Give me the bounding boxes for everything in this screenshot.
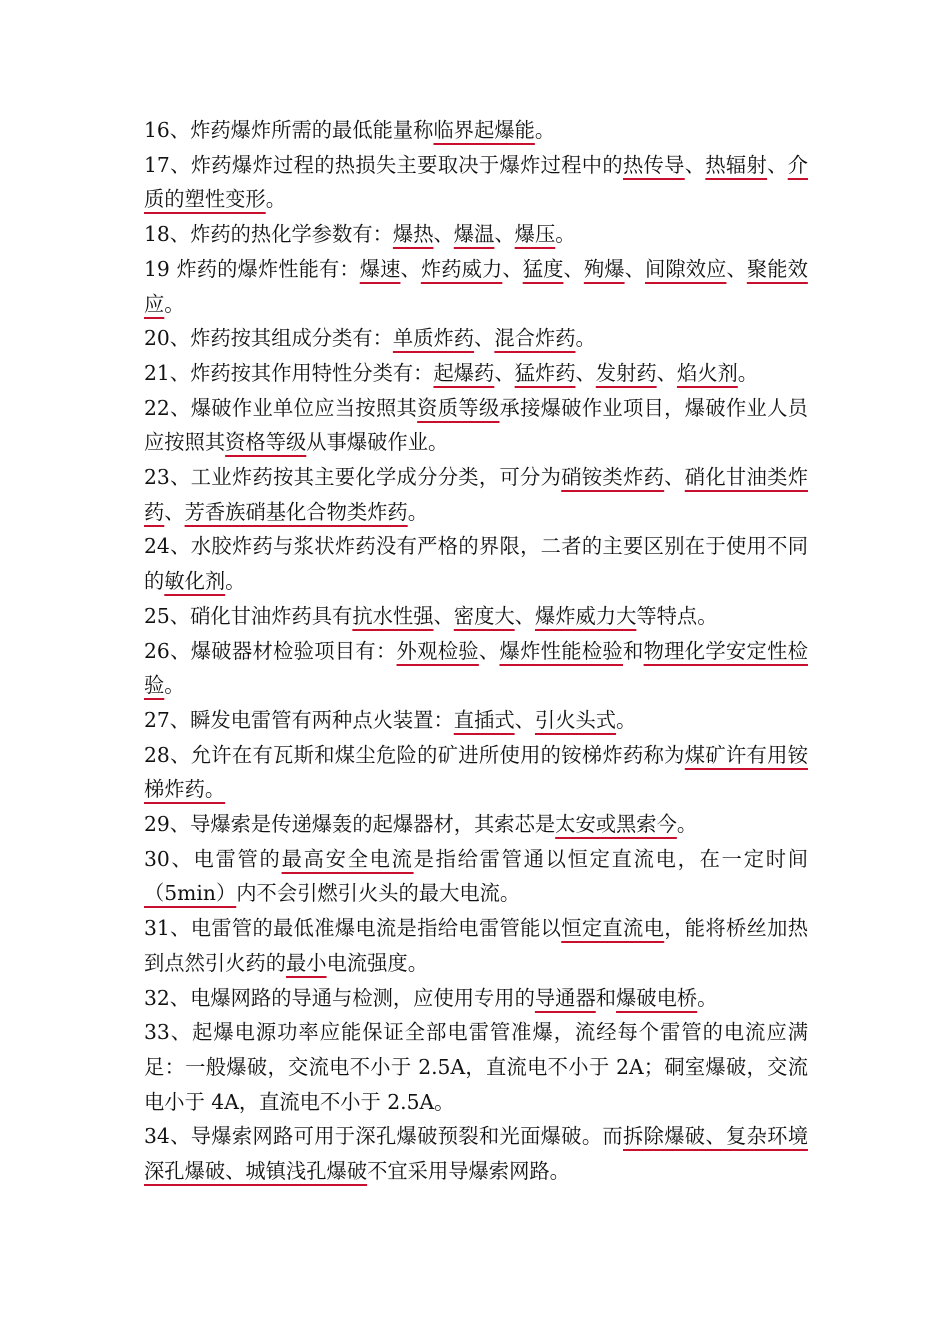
answer-underline: 聚能效应 xyxy=(144,256,808,316)
item-text: 、 xyxy=(433,222,454,247)
item-text: 和 xyxy=(623,638,644,663)
item-text: 等特点。 xyxy=(636,603,718,628)
answer-underline: 热传导 xyxy=(622,152,685,177)
item-text: 19 炸药的爆炸性能有： xyxy=(144,256,360,281)
qa-item xyxy=(144,321,808,356)
answer-underline: 混合炸药 xyxy=(494,326,576,351)
item-text: 。 xyxy=(616,707,637,732)
item-text: 。 xyxy=(407,499,428,524)
item-text: 。 xyxy=(575,326,596,351)
answer-underline: 介质的塑性变形 xyxy=(144,152,808,212)
qa-item xyxy=(144,807,808,842)
item-text: 、 xyxy=(514,707,535,732)
answer-underline: 引火头式 xyxy=(534,707,617,732)
item-text: 、 xyxy=(664,465,685,490)
qa-item xyxy=(144,634,808,703)
qa-item xyxy=(144,148,808,217)
item-text: 。 xyxy=(676,812,698,837)
item-text: 、 xyxy=(502,256,523,281)
item-text: 承接爆破作业项目，爆破作业人员应按照其 xyxy=(144,395,808,455)
qa-item xyxy=(144,1015,808,1119)
answer-underline: 爆炸性能检验 xyxy=(499,638,623,663)
answer-underline: 爆速 xyxy=(359,256,401,281)
item-text: 、 xyxy=(478,638,500,663)
item-text: 29、导爆索是传递爆轰的起爆器材，其索芯是 xyxy=(144,812,556,837)
item-text: 20、炸药按其组成分类有： xyxy=(144,326,393,351)
item-text: 28、允许在有瓦斯和煤尘危险的矿进所使用的铵梯炸药称为 xyxy=(144,742,685,767)
answer-underline: 爆热 xyxy=(392,222,434,247)
answer-underline: 爆破电桥 xyxy=(616,985,698,1010)
answer-underline: 直插式 xyxy=(453,707,515,732)
answer-underline: 殉爆 xyxy=(583,256,625,281)
document-body xyxy=(144,113,808,1189)
answer-underline: 资质等级 xyxy=(417,395,500,420)
answer-underline: 炸药威力 xyxy=(420,256,503,281)
item-text: 、 xyxy=(400,256,421,281)
answer-underline: 爆炸威力大 xyxy=(534,603,637,628)
qa-item xyxy=(144,391,808,460)
item-text: ，能将桥丝加热到点然引火药的 xyxy=(144,916,808,975)
item-text: 26、爆破器材检验项目有： xyxy=(144,638,397,663)
answer-underline: （5min） xyxy=(144,881,237,906)
answer-underline: 外观检验 xyxy=(396,638,479,663)
qa-item xyxy=(144,252,808,321)
qa-item xyxy=(144,911,808,980)
answer-underline: 芳香族硝基化合物类炸药 xyxy=(184,499,408,524)
answer-underline: 恒定直流电 xyxy=(561,916,665,941)
item-text: 30、电雷管的 xyxy=(144,846,282,871)
item-text: 24、水胶炸药与浆状炸药没有严格的界限，二者的主要区别在于使用不同的 xyxy=(144,534,808,594)
item-text: 25、硝化甘油炸药具有 xyxy=(144,603,353,628)
item-text: 22、爆破作业单位应当按照其 xyxy=(144,395,418,420)
item-text: 。 xyxy=(164,673,185,698)
answer-underline: 敏化剂 xyxy=(164,569,226,594)
item-text: 。 xyxy=(265,187,286,212)
answer-underline: 猛度 xyxy=(522,256,564,281)
item-text: 34、导爆索网路可用于深孔爆破预裂和光面爆破。而 xyxy=(144,1124,624,1149)
answer-underline: 硝化甘油类炸药 xyxy=(144,465,808,524)
item-text: 31、电雷管的最低准爆电流是指给电雷管能以 xyxy=(144,916,562,941)
item-text: 、 xyxy=(767,152,788,177)
answer-underline: 物理化学安定性检验 xyxy=(144,638,808,698)
answer-underline: 焰火剂 xyxy=(676,360,738,385)
qa-item xyxy=(144,1119,808,1188)
item-text: 。 xyxy=(534,118,556,142)
answer-underline: 密度大 xyxy=(453,603,515,628)
answer-underline: 间隙效应 xyxy=(644,256,727,281)
item-text: 、 xyxy=(494,222,515,247)
answer-underline: 导通器 xyxy=(534,985,596,1010)
item-text: 。 xyxy=(697,985,718,1010)
qa-item xyxy=(144,842,808,911)
answer-underline: 临界起爆能 xyxy=(433,118,535,142)
item-text: 和 xyxy=(595,985,617,1010)
item-text: 、 xyxy=(656,360,677,385)
item-text: 。 xyxy=(555,222,576,247)
item-text: 、 xyxy=(514,603,535,628)
answer-underline: 爆温 xyxy=(453,222,495,247)
answer-underline: 单质炸药 xyxy=(392,326,475,351)
qa-item xyxy=(144,529,808,598)
qa-item xyxy=(144,703,808,738)
answer-underline: 资格等级 xyxy=(225,430,307,455)
item-text: 16、炸药爆炸所需的最低能量称 xyxy=(144,118,434,142)
item-text: 是指给雷管通以恒定直流电，在一定时间 xyxy=(413,846,808,871)
item-text: 、 xyxy=(474,326,495,351)
item-text: 内不会引燃引火头的最大电流。 xyxy=(236,881,521,906)
item-text: 、 xyxy=(684,152,706,177)
qa-item xyxy=(144,738,808,807)
answer-underline: 最高安全电流 xyxy=(281,846,414,871)
qa-item xyxy=(144,217,808,252)
item-text: 17、炸药爆炸过程的热损失主要取决于爆炸过程中的 xyxy=(144,152,623,177)
qa-item xyxy=(144,981,808,1016)
answer-underline: 太安或黑索今 xyxy=(555,812,677,837)
item-text: 23、工业炸药按其主要化学成分分类，可分为 xyxy=(144,465,562,490)
item-text: 、 xyxy=(164,499,185,524)
answer-underline: 煤矿许有用铵梯炸药。 xyxy=(144,742,808,802)
item-text: 、 xyxy=(433,603,454,628)
qa-item xyxy=(144,356,808,391)
answer-underline: 热辐射 xyxy=(705,152,768,177)
item-text: 。 xyxy=(737,360,759,385)
item-text: 。 xyxy=(164,291,185,316)
item-text: 不宜采用导爆索网路。 xyxy=(367,1159,570,1184)
item-text: 、 xyxy=(575,360,596,385)
answer-underline: 拆除爆破、复杂环境深孔爆破、城镇浅孔爆破 xyxy=(144,1124,808,1184)
item-text: 电流强度。 xyxy=(326,950,428,975)
answer-underline: 抗水性强 xyxy=(352,603,434,628)
item-text: 、 xyxy=(726,256,747,281)
item-text: 21、炸药按其作用特性分类有： xyxy=(144,360,434,385)
qa-item xyxy=(144,460,808,529)
item-text: 27、瞬发电雷管有两种点火装置： xyxy=(144,707,454,732)
answer-underline: 发射药 xyxy=(595,360,657,385)
answer-underline: 起爆药 xyxy=(433,360,495,385)
item-text: 。 xyxy=(225,569,246,594)
item-text: 从事爆破作业。 xyxy=(306,430,449,455)
answer-underline: 爆压 xyxy=(514,222,556,247)
answer-underline: 猛炸药 xyxy=(514,360,576,385)
answer-underline: 硝铵类炸药 xyxy=(561,465,665,490)
item-text: 、 xyxy=(624,256,645,281)
item-text: 18、炸药的热化学参数有： xyxy=(144,222,393,247)
item-text: 、 xyxy=(563,256,584,281)
item-text: 33、起爆电源功率应能保证全部电雷管准爆，流经每个雷管的电流应满足：一般爆破，交流电不小于 2.5A，直流电不小于 2A；硐室爆破，交流电小于 4A，直流电不小于 2.5A。 xyxy=(144,1020,808,1114)
qa-item xyxy=(144,599,808,634)
item-text: 、 xyxy=(494,360,515,385)
item-text: 32、电爆网路的导通与检测，应使用专用的 xyxy=(144,985,535,1010)
qa-item xyxy=(144,113,808,148)
answer-underline: 最小 xyxy=(285,950,327,975)
